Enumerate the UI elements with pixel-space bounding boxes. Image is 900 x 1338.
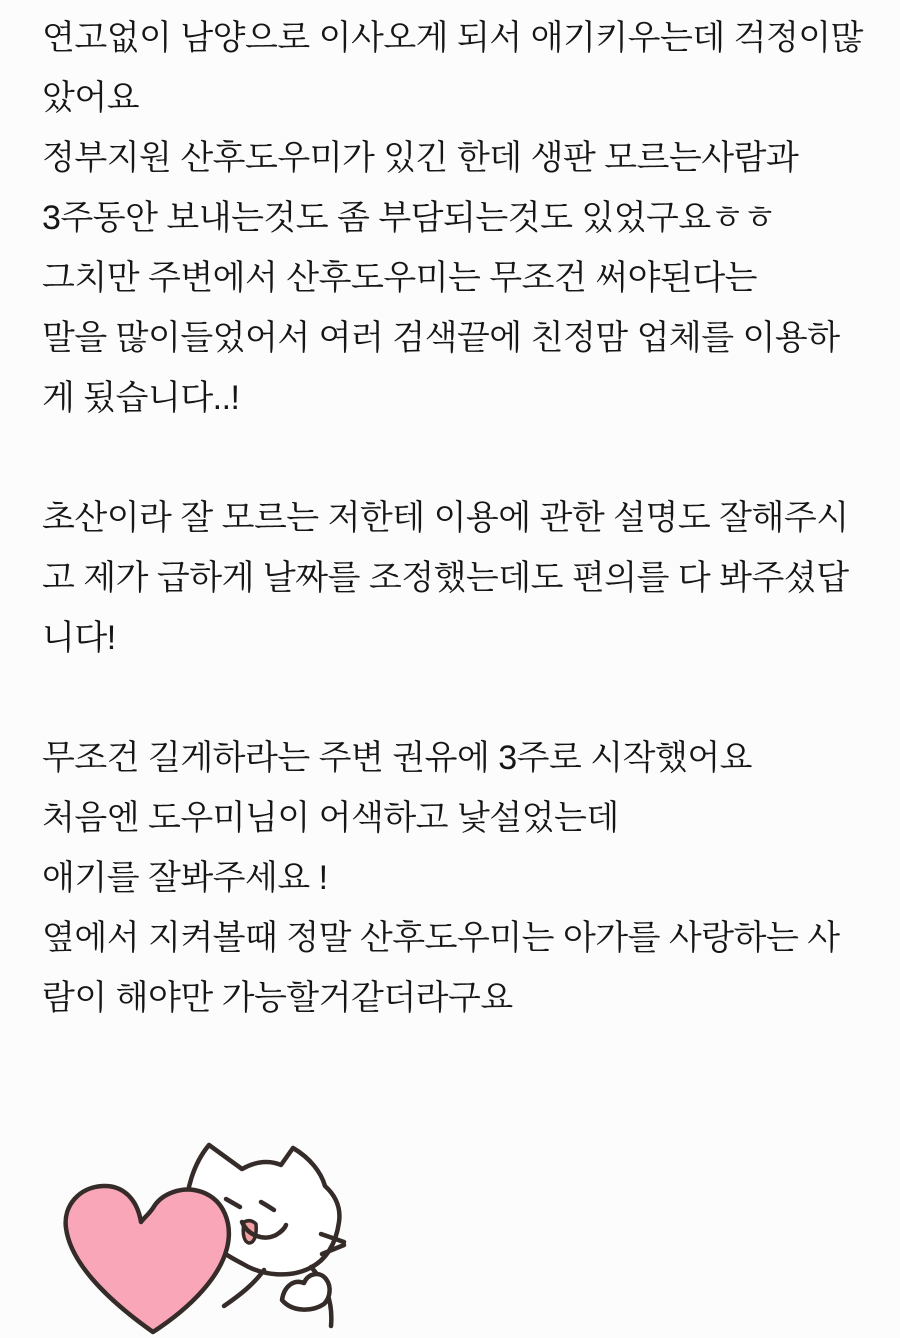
- blank-line: [42, 428, 882, 488]
- text-line: 3주동안 보내는것도 좀 부담되는것도 있었구요ㅎㅎ: [42, 199, 776, 237]
- text-line: 무조건 길게하라는 주변 권유에 3주로 시작했어요: [42, 739, 753, 777]
- text-line: 람이 해야만 가능할거같더라구요: [42, 979, 513, 1017]
- text-line: 연고없이 남양으로 이사오게 되서 애기키우는데 걱정이많: [42, 19, 863, 57]
- text-line: 그치만 주변에서 산후도우미는 무조건 써야된다는: [42, 259, 758, 297]
- text-line: 았어요: [42, 79, 140, 117]
- review-text: [42, 8, 882, 1028]
- text-line: 말을 많이들었어서 여러 검색끝에 친정맘 업체를 이용하: [42, 319, 840, 357]
- text-line: 애기를 잘봐주세요 !: [42, 859, 328, 897]
- text-line: 옆에서 지켜볼때 정말 산후도우미는 아가를 사랑하는 사: [42, 919, 840, 957]
- heart-icon: [66, 1186, 229, 1332]
- text-line: 니다!: [42, 619, 116, 657]
- cat-heart-sticker-svg: [58, 1138, 348, 1338]
- cat-arm-line: [224, 1270, 264, 1306]
- sticker-outline-group: [66, 1145, 344, 1332]
- text-line: 게 됬습니다..!: [42, 379, 240, 417]
- text-line: 처음엔 도우미님이 어색하고 낯설었는데: [42, 799, 619, 837]
- text-line: 초산이라 잘 모르는 저한테 이용에 관한 설명도 잘해주시: [42, 499, 849, 537]
- cat-heart-sticker: [58, 1138, 348, 1338]
- cat-paw: [282, 1274, 330, 1310]
- text-line: 고 제가 급하게 날짜를 조정했는데도 편의를 다 봐주셨답: [42, 559, 849, 597]
- text-line: 정부지원 산후도우미가 있긴 한데 생판 모르는사람과: [42, 139, 799, 177]
- blank-line: [42, 668, 882, 728]
